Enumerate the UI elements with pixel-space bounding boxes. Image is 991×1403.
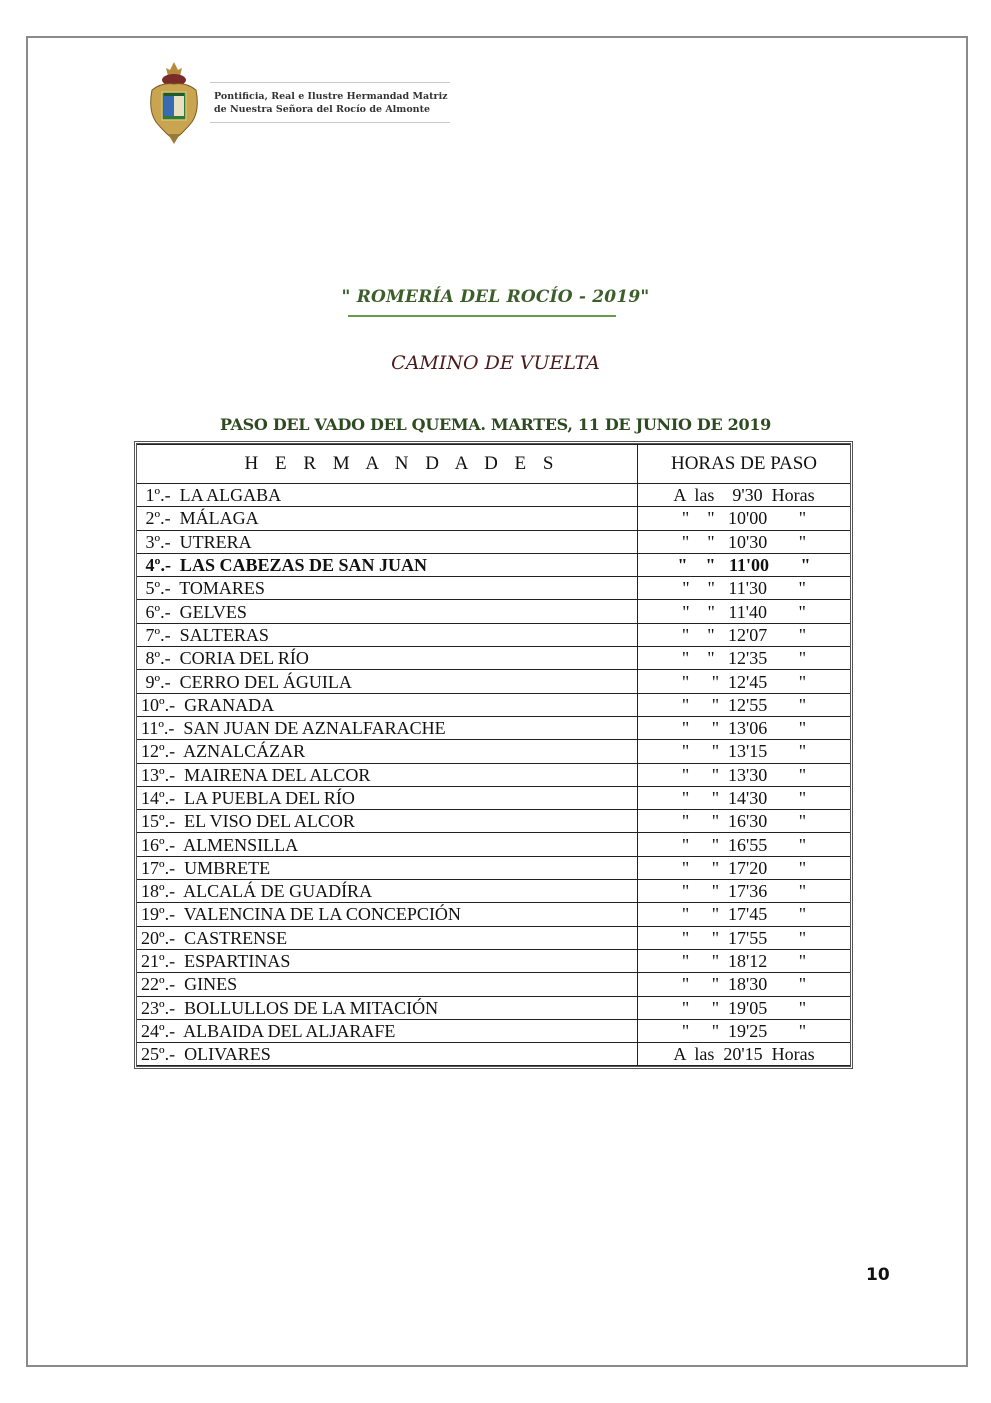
hermandad-name: 1º.- LA ALGABA [137,484,638,507]
letterhead [140,60,450,144]
pass-time: " " 12'55 " [638,693,851,716]
hermandad-name: 15º.- EL VISO DEL ALCOR [137,810,638,833]
table-row [137,600,850,623]
table-row [137,647,850,670]
column-header-horas: HORAS DE PASO [638,445,851,484]
pass-time: " " 17'20 " [638,856,851,879]
hermandad-name: 7º.- SALTERAS [137,623,638,646]
hermandad-name: 25º.- OLIVARES [137,1043,638,1066]
pass-time: " " 16'55 " [638,833,851,856]
pass-time: " " 13'30 " [638,763,851,786]
pass-time: " " 11'00 " [638,553,851,576]
pass-time: " " 13'15 " [638,740,851,763]
pass-time: " " 12'35 " [638,647,851,670]
pass-time: " " 18'12 " [638,949,851,972]
table-row [137,693,850,716]
schedule-table [137,444,850,1066]
table-row [137,949,850,972]
hermandad-name: 14º.- LA PUEBLA DEL RÍO [137,786,638,809]
hermandad-name: 22º.- GINES [137,973,638,996]
letterhead-rule-bottom [210,122,450,123]
table-row [137,786,850,809]
table-body [137,484,850,1066]
hermandad-name: 11º.- SAN JUAN DE AZNALFARACHE [137,716,638,739]
hermandad-name: 23º.- BOLLULLOS DE LA MITACIÓN [137,996,638,1019]
coat-of-arms-icon [146,60,202,144]
pass-time: " " 18'30 " [638,973,851,996]
pass-time: " " 10'30 " [638,530,851,553]
hermandad-name: 5º.- TOMARES [137,577,638,600]
hermandad-name: 2º.- MÁLAGA [137,507,638,530]
schedule-table-container [134,441,853,1069]
hermandad-name: 13º.- MAIRENA DEL ALCOR [137,763,638,786]
pass-time: " " 19'25 " [638,1019,851,1042]
table-row [137,996,850,1019]
table-row [137,623,850,646]
hermandad-name: 19º.- VALENCINA DE LA CONCEPCIÓN [137,903,638,926]
pass-time: " " 19'05 " [638,996,851,1019]
pass-time: " " 12'45 " [638,670,851,693]
pass-time: " " 16'30 " [638,810,851,833]
table-row [137,763,850,786]
table-row [137,530,850,553]
letterhead-line-1: Pontificia, Real e Ilustre Hermandad Matriz [214,91,448,102]
date-heading: PASO DEL VADO DEL QUEMA. MARTES, 11 DE JUNIO DE 2019 [219,415,771,434]
pass-time: " " 11'40 " [638,600,851,623]
table-row [137,810,850,833]
pass-time: " " 12'07 " [638,623,851,646]
table-row [137,507,850,530]
table-row [137,553,850,576]
table-row [137,740,850,763]
letterhead-line-2: de Nuestra Señora del Rocío de Almonte [214,104,431,115]
table-row [137,716,850,739]
table-row [137,973,850,996]
table-row [137,856,850,879]
pass-time: " " 17'45 " [638,903,851,926]
hermandad-name: 4º.- LAS CABEZAS DE SAN JUAN [137,553,638,576]
hermandad-name: 10º.- GRANADA [137,693,638,716]
page-number: 10 [866,1265,890,1285]
hermandad-name: 24º.- ALBAIDA DEL ALJARAFE [137,1019,638,1042]
table-row [137,484,850,507]
hermandad-name: 17º.- UMBRETE [137,856,638,879]
document-title: " ROMERÍA DEL ROCÍO - 2019" [341,287,650,307]
table-row [137,903,850,926]
hermandad-name: 8º.- CORIA DEL RÍO [137,647,638,670]
table-row [137,577,850,600]
hermandad-name: 12º.- AZNALCÁZAR [137,740,638,763]
pass-time: " " 10'00 " [638,507,851,530]
table-row [137,833,850,856]
document-subtitle: CAMINO DE VUELTA [391,352,600,374]
table-row [137,1043,850,1066]
pass-time: A las 9'30 Horas [638,484,851,507]
table-row [137,1019,850,1042]
hermandad-name: 21º.- ESPARTINAS [137,949,638,972]
title-underline [348,315,616,317]
table-row [137,926,850,949]
hermandad-name: 3º.- UTRERA [137,530,638,553]
pass-time: A las 20'15 Horas [638,1043,851,1066]
hermandad-name: 9º.- CERRO DEL ÁGUILA [137,670,638,693]
pass-time: " " 14'30 " [638,786,851,809]
table-row [137,670,850,693]
pass-time: " " 11'30 " [638,577,851,600]
hermandad-name: 20º.- CASTRENSE [137,926,638,949]
table-row [137,880,850,903]
column-header-hermandades: H E R M A N D A D E S [137,445,638,484]
letterhead-text-block [210,82,450,123]
hermandad-name: 16º.- ALMENSILLA [137,833,638,856]
hermandad-name: 18º.- ALCALÁ DE GUADÍRA [137,880,638,903]
pass-time: " " 13'06 " [638,716,851,739]
letterhead-text [210,83,450,122]
hermandad-name: 6º.- GELVES [137,600,638,623]
table-header-row [137,445,850,484]
pass-time: " " 17'36 " [638,880,851,903]
pass-time: " " 17'55 " [638,926,851,949]
